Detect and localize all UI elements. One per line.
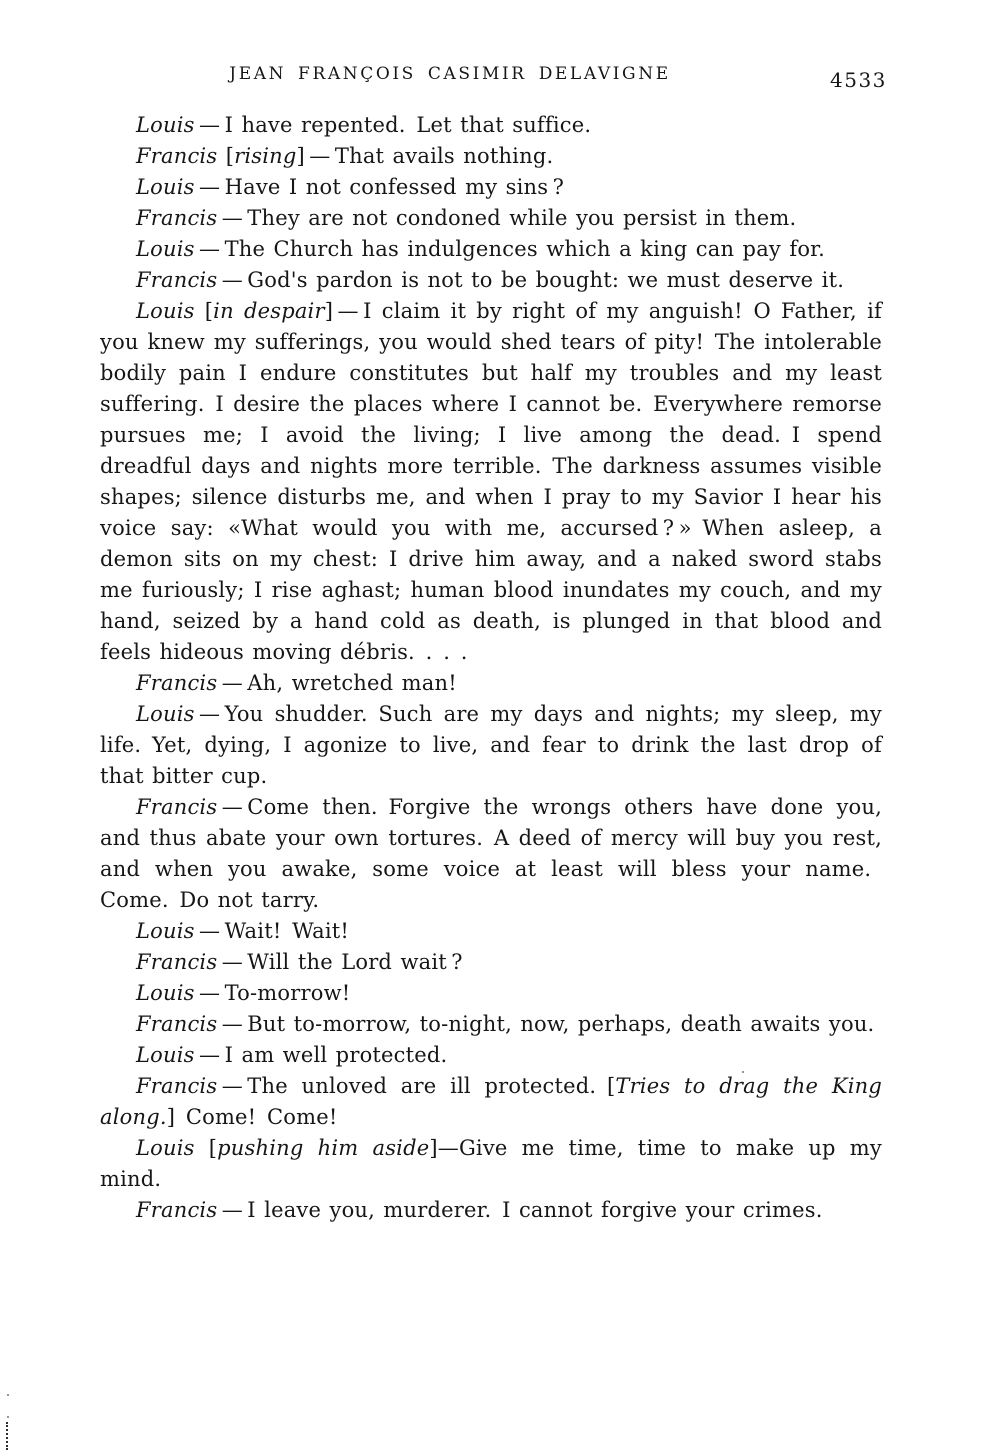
dialogue-paragraph	[100, 1071, 882, 1133]
dialogue-paragraph	[100, 916, 882, 947]
dialogue-paragraph	[100, 1009, 882, 1040]
speaker-name: Francis	[136, 1198, 218, 1222]
dialogue-paragraph	[100, 1133, 882, 1195]
speaker-name: Francis	[136, 1012, 218, 1036]
dialogue-line: — I am well protected.	[194, 1043, 448, 1067]
dialogue-paragraph	[100, 234, 882, 265]
dialogue-paragraph	[100, 699, 882, 792]
dialogue-text	[100, 110, 882, 1226]
scan-speck	[7, 1394, 9, 1396]
page-number: 4533	[830, 68, 887, 92]
speaker-name: Louis	[136, 237, 195, 261]
speaker-name: Louis	[136, 175, 195, 199]
dialogue-line: ]—Give me time, time to make up my mind.	[100, 1136, 882, 1191]
speaker-name: Francis	[136, 206, 218, 230]
stage-direction: Tries to drag the King along.	[100, 1074, 882, 1129]
dialogue-paragraph	[100, 141, 882, 172]
speaker-name: Louis	[136, 702, 195, 726]
dialogue-line: [	[194, 1136, 218, 1160]
dialogue-line: — Will the Lord wait ?	[217, 950, 463, 974]
dialogue-paragraph	[100, 1040, 882, 1071]
dialogue-line: — I have repented. Let that suffice.	[194, 113, 592, 137]
scan-speck	[7, 1416, 9, 1418]
dialogue-line: — But to-morrow, to-night, now, perhaps, death awaits you.	[217, 1012, 875, 1036]
scan-speck	[742, 1071, 744, 1073]
speaker-name: Louis	[136, 1043, 195, 1067]
dialogue-paragraph	[100, 110, 882, 141]
speaker-name: Francis	[136, 950, 218, 974]
dialogue-line: ] — I claim it by right of my anguish! O Father, if you knew my sufferings, you would shed tears of pity! The intolerable bodily pain I endure constitutes but half my troubles and my least suffering. I desire the places where I cannot be. Everywhere remorse pursues me; I avoid the living; I live among the dead. I spend dreadful days and nights more terrible. The darkness assumes visible shapes; silence disturbs me, and when I pray to my Savior I hear his voice say: «What would you with me, accursed ? » When asleep, a demon sits on my chest: I drive him away, and a naked sword stabs me furiously; I rise aghast; human blood inundates my couch, and my hand, seized by a hand cold as death, is plunged in that blood and feels hideous moving débris. . . .	[100, 299, 882, 664]
dialogue-paragraph	[100, 978, 882, 1009]
stage-direction: rising	[234, 144, 297, 168]
dialogue-paragraph	[100, 1195, 882, 1226]
speaker-name: Francis	[136, 144, 218, 168]
dialogue-line: — The unloved are ill protected. [	[217, 1074, 616, 1098]
dialogue-paragraph	[100, 668, 882, 699]
speaker-name: Francis	[136, 1074, 218, 1098]
dialogue-line: [	[194, 299, 214, 323]
running-title: JEAN FRANÇOIS CASIMIR DELAVIGNE	[229, 64, 671, 84]
stage-direction: in despair	[213, 299, 325, 323]
dialogue-paragraph	[100, 947, 882, 978]
dialogue-line: — The Church has indulgences which a king can pay for.	[194, 237, 825, 261]
dialogue-line: — They are not condoned while you persist in them.	[217, 206, 797, 230]
speaker-name: Louis	[136, 919, 195, 943]
dialogue-paragraph	[100, 172, 882, 203]
dialogue-paragraph	[100, 203, 882, 234]
dialogue-paragraph	[100, 792, 882, 916]
speaker-name: Francis	[136, 268, 218, 292]
scan-margin-line	[6, 1422, 8, 1450]
stage-direction: pushing him aside	[217, 1136, 430, 1160]
dialogue-paragraph	[100, 265, 882, 296]
dialogue-line: — God's pardon is not to be bought: we must deserve it.	[217, 268, 845, 292]
dialogue-line: — Come then. Forgive the wrongs others have done you, and thus abate your own tortures. A deed of mercy will buy you rest, and when you awake, some voice at least will bless your name. Come. Do not tarry.	[100, 795, 882, 912]
dialogue-line: [	[217, 144, 235, 168]
dialogue-line: — Ah, wretched man!	[217, 671, 457, 695]
dialogue-line: — Wait! Wait!	[194, 919, 350, 943]
speaker-name: Francis	[136, 671, 218, 695]
speaker-name: Francis	[136, 795, 218, 819]
dialogue-line: — To-morrow!	[194, 981, 351, 1005]
speaker-name: Louis	[136, 1136, 195, 1160]
dialogue-line: ] Come! Come!	[166, 1105, 338, 1129]
dialogue-paragraph	[100, 296, 882, 668]
speaker-name: Louis	[136, 299, 195, 323]
dialogue-line: — I leave you, murderer. I cannot forgive your crimes.	[217, 1198, 823, 1222]
speaker-name: Louis	[136, 981, 195, 1005]
dialogue-line: ] — That avails nothing.	[296, 144, 554, 168]
dialogue-line: — You shudder. Such are my days and nights; my sleep, my life. Yet, dying, I agonize to live, and fear to drink the last drop of that bitter cup.	[100, 702, 882, 788]
dialogue-line: — Have I not confessed my sins ?	[194, 175, 565, 199]
speaker-name: Louis	[136, 113, 195, 137]
